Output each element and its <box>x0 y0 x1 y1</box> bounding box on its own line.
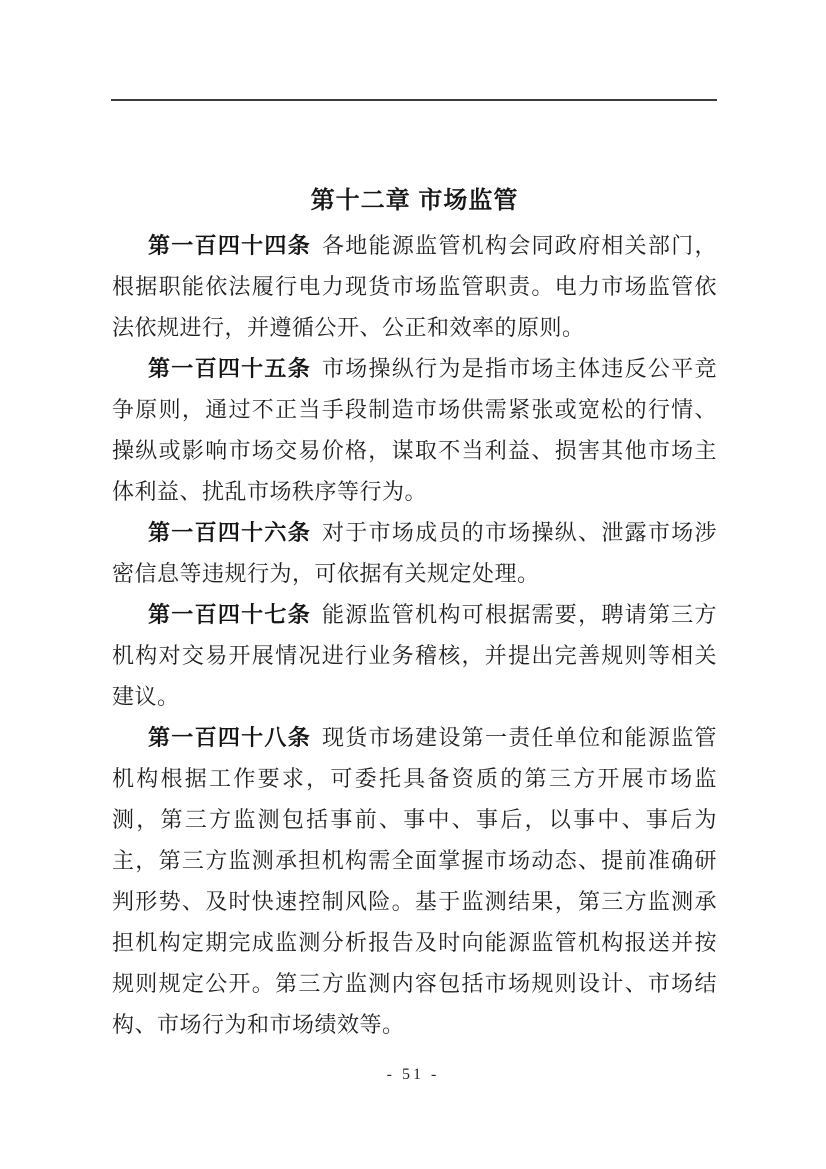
article-text: 现货市场建设第一责任单位和能源监管机构根据工作要求，可委托具备资质的第三方开展市场监测，第三方监测包括事前、事中、事后，以事中、事后为主，第三方监测承担机构需全面掌握市场动态、提前准确研判形势、及时快速控制风险。基于监测结果，第三方监测承担机构定期完成监测分析报告及时向能源监管机构报送并按规则规定公开。第三方监测内容包括市场规则设计、市场结构、市场行为和市场绩效等。 <box>112 725 717 1037</box>
article-text: 各地能源监管机构会同政府相关部门，根据职能依法履行电力现货市场监管职责。电力市场监管依法依规进行，并遵循公开、公正和效率的原则。 <box>112 233 717 340</box>
article-number: 第一百四十八条 <box>148 725 311 750</box>
article-text: 能源监管机构可根据需要，聘请第三方机构对交易开展情况进行业务稽核，并提出完善规则等相关建议。 <box>112 602 717 709</box>
page-number: - 51 - <box>386 1066 440 1083</box>
document-body <box>112 180 717 1045</box>
article-number: 第一百四十四条 <box>148 233 311 258</box>
article-paragraph <box>112 717 717 1045</box>
article-paragraph <box>112 348 717 512</box>
article-text: 市场操纵行为是指市场主体违反公平竞争原则，通过不正当手段制造市场供需紧张或宽松的行情、操纵或影响市场交易价格，谋取不当利益、损害其他市场主体利益、扰乱市场秩序等行为。 <box>112 356 717 504</box>
article-number: 第一百四十五条 <box>148 356 311 381</box>
article-paragraph <box>112 512 717 594</box>
article-paragraph <box>112 594 717 717</box>
article-text: 对于市场成员的市场操纵、泄露市场涉密信息等违规行为，可依据有关规定处理。 <box>112 520 717 586</box>
chapter-title: 第十二章 市场监管 <box>310 187 519 214</box>
article-number: 第一百四十七条 <box>148 602 311 627</box>
header-rule <box>111 99 717 101</box>
article-number: 第一百四十六条 <box>148 520 311 545</box>
article-paragraph <box>112 225 717 348</box>
